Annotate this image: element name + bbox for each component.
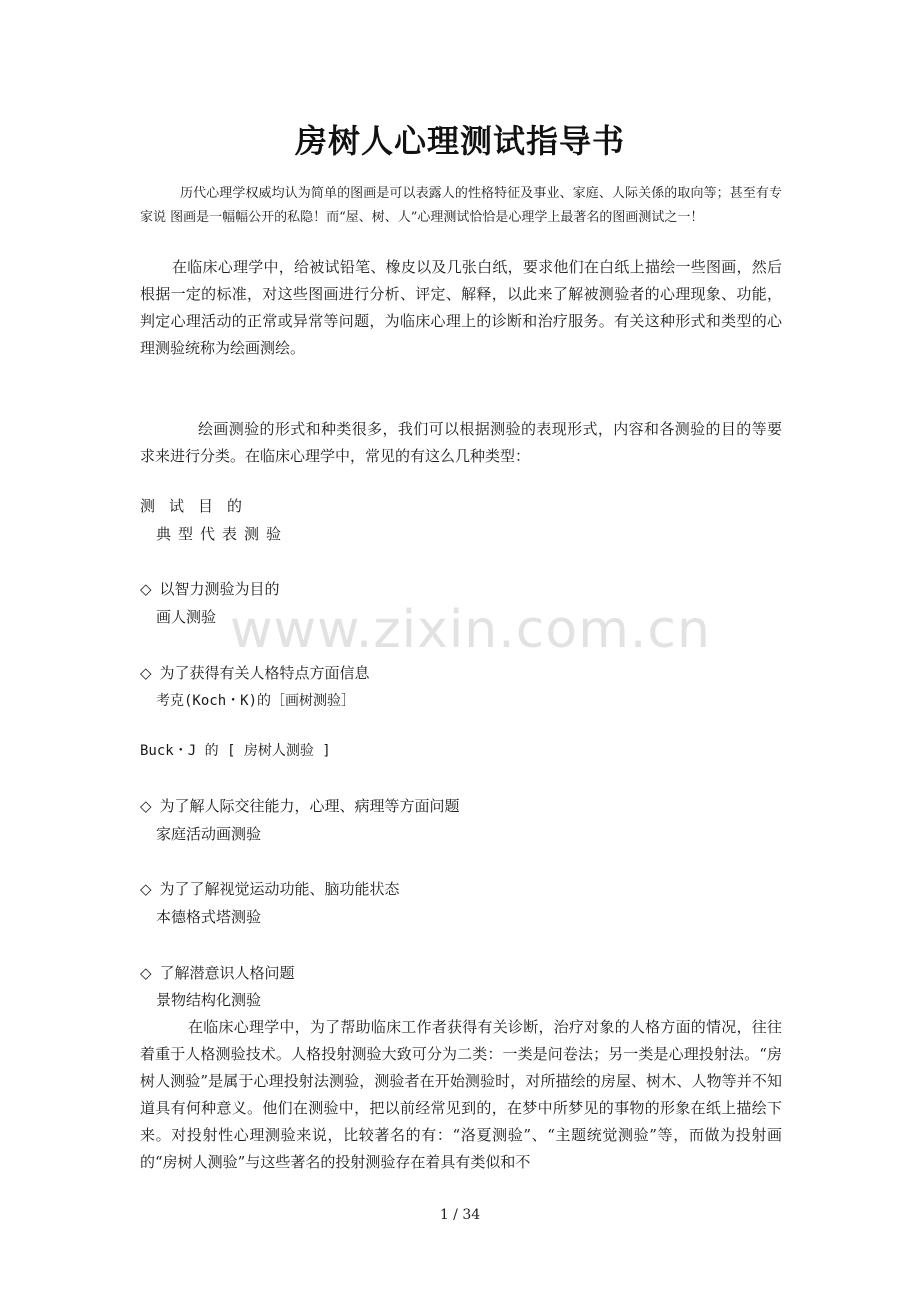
list-item-purpose [140,579,280,599]
list-item-test: 考克(Koch・K)的［画树测验］ [156,693,356,709]
diamond-bullet-icon: ◇ [140,880,152,898]
list-item-test: 本德格式塔测验 [156,908,262,926]
purpose-label: 为了获得有关人格特点方面信息 [159,664,370,682]
table-header-tests: 典型代表测验 [156,525,289,543]
list-item-purpose [140,963,295,983]
list-item-test: 景物结构化测验 [156,991,262,1009]
paragraph-classification: 绘画测验的形式和种类很多，我们可以根据测验的表现形式，内容和各测验的目的等要求来进行分类。在临床心理学中，常见的有这么几种类型： [140,420,782,465]
diamond-bullet-icon: ◇ [140,964,152,982]
table-header-purpose: 测试目的 [140,497,257,515]
list-item-test: 画人测验 [156,608,217,626]
watermark: www.zixin.com.cn [230,600,711,660]
intro-paragraph: 历代心理学权威均认为简单的图画是可以表露人的性格特征及事业、家庭、人际关係的取向等；甚至有专家说 图画是一幅幅公开的私隐！而“屋、树、人”心理测试恰恰是心理学上最著名的图画测试之一！ [140,186,782,225]
diamond-bullet-icon: ◇ [140,664,152,682]
diamond-bullet-icon: ◇ [140,797,152,815]
list-item-purpose [140,663,370,683]
purpose-label: 为了了解视觉运动功能、脑功能状态 [159,880,400,898]
purpose-label: 为了解人际交往能力，心理、病理等方面问题 [159,797,460,815]
list-item-purpose [140,879,400,899]
list-item-test: Buck・J 的 [ 房树人测验 ] [140,743,331,759]
diamond-bullet-icon: ◇ [140,580,152,598]
list-item-purpose [140,796,460,816]
list-item-test: 家庭活动画测验 [156,825,262,843]
purpose-label: 以智力测验为目的 [159,580,280,598]
paragraph-projective-tests: 在临床心理学中，为了帮助临床工作者获得有关诊断，治疗对象的人格方面的情况，往往着重于人格测验技术。人格投射测验大致可分为二类：一类是问卷法；另一类是心理投射法。“房树人测验”是属于心理投射法测验，测验者在开始测验时，对所描绘的房屋、树木、人物等并不知道具有何种意义。他们在测验中，把以前经常见到的，在梦中所梦见的事物的形象在纸上描绘下来。对投射性心理测验来说，比较著名的有：“洛夏测验”、“主题统觉测验”等，而做为投射画的“房树人测验”与这些著名的投射测验存在着具有类似和不 [140,1018,782,1171]
purpose-label: 了解潜意识人格问题 [159,964,295,982]
paragraph-clinical-drawing: 在临床心理学中，给被试铅笔、橡皮以及几张白纸，要求他们在白纸上描绘一些图画，然后根据一定的标准，对这些图画进行分析、评定、解释，以此来了解被测验者的心理现象、功能，判定心理活动的正常或异常等问题，为临床心理上的诊断和治疗服务。有关这种形式和类型的心理测验统称为绘画测绘。 [140,258,782,357]
document-title: 房树人心理测试指导书 [294,122,625,160]
page-number: 1 / 34 [439,1207,481,1223]
